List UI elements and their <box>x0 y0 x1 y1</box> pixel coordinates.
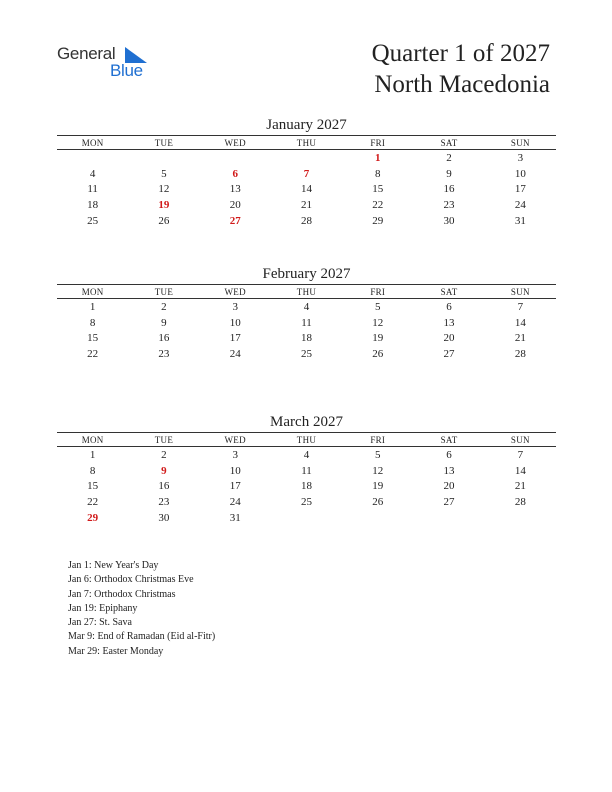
generalblue-logo <box>57 44 157 84</box>
weekday-header: SAT <box>413 285 484 299</box>
day-cell: 9 <box>446 167 452 180</box>
week-row <box>57 447 556 463</box>
day-cell: 21 <box>514 480 526 493</box>
day-cell: 26 <box>372 348 384 361</box>
day-cell: 24 <box>514 199 526 212</box>
day-cell: 26 <box>372 496 384 509</box>
day-cell: 22 <box>87 348 99 361</box>
holiday-entry: Jan 7: Orthodox Christmas <box>68 588 176 600</box>
day-cell: 2 <box>446 151 452 164</box>
day-cell: 15 <box>372 183 384 196</box>
day-cell: 18 <box>87 199 99 212</box>
weekday-header: WED <box>200 136 271 150</box>
weekday-header: MON <box>57 136 128 150</box>
weekday-header-row <box>57 285 556 299</box>
weekday-header: SUN <box>485 136 556 150</box>
week-row <box>57 213 556 229</box>
day-cell: 18 <box>300 480 312 493</box>
day-cell: 25 <box>87 215 99 228</box>
day-cell: 2 <box>161 448 167 461</box>
weekday-header-row <box>57 136 556 150</box>
week-row <box>57 299 556 315</box>
day-cell: 15 <box>87 480 99 493</box>
weekday-header: WED <box>200 285 271 299</box>
day-cell: 1 <box>89 300 96 313</box>
weekday-header: SUN <box>485 285 556 299</box>
day-cell: 29 <box>372 215 384 228</box>
day-cell: 10 <box>514 167 526 180</box>
day-cell: 15 <box>87 332 99 345</box>
day-cell: 30 <box>158 512 170 525</box>
day-cell: 11 <box>301 464 312 477</box>
week-row <box>57 166 556 182</box>
weekday-header: FRI <box>342 433 413 447</box>
day-cell: 27 <box>443 348 455 361</box>
week-row <box>57 315 556 331</box>
day-cell: 7 <box>517 300 524 313</box>
day-cell: 10 <box>229 464 241 477</box>
day-cell: 4 <box>89 167 96 180</box>
day-cell <box>271 150 342 166</box>
page-title <box>372 38 550 100</box>
day-cell <box>485 510 556 526</box>
weekday-header: TUE <box>128 136 199 150</box>
holiday-day-cell: 27 <box>229 215 241 228</box>
title-country: North Macedonia <box>374 71 550 98</box>
day-cell: 8 <box>89 316 96 329</box>
day-cell: 23 <box>158 496 170 509</box>
day-cell: 31 <box>514 215 526 228</box>
month-calendar-march <box>57 412 556 526</box>
day-cell: 17 <box>229 480 241 493</box>
weekday-header: TUE <box>128 433 199 447</box>
day-cell: 3 <box>232 448 238 461</box>
day-cell: 22 <box>87 496 99 509</box>
day-cell: 20 <box>229 199 241 212</box>
weekday-header: SUN <box>485 433 556 447</box>
calendar-grid <box>57 432 556 526</box>
weekday-header: MON <box>57 433 128 447</box>
title-quarter: Quarter 1 of 2027 <box>371 40 550 67</box>
day-cell: 14 <box>514 464 526 477</box>
day-cell: 9 <box>161 316 167 329</box>
weekday-header: FRI <box>342 285 413 299</box>
week-row <box>57 346 556 362</box>
day-cell: 5 <box>375 448 381 461</box>
day-cell: 5 <box>161 167 167 180</box>
holiday-day-cell: 1 <box>375 151 381 164</box>
day-cell: 18 <box>300 332 312 345</box>
day-cell: 31 <box>229 512 241 525</box>
holiday-entry: Mar 9: End of Ramadan (Eid al-Fitr) <box>68 631 216 643</box>
weekday-header-row <box>57 433 556 447</box>
weekday-header: FRI <box>342 136 413 150</box>
day-cell: 1 <box>89 448 96 461</box>
weekday-header: SAT <box>413 136 484 150</box>
logo-text-general: General <box>57 44 116 63</box>
holiday-day-cell: 7 <box>303 167 310 180</box>
day-cell: 21 <box>300 199 312 212</box>
holiday-entry: Jan 1: New Year's Day <box>68 560 159 571</box>
day-cell: 11 <box>301 316 312 329</box>
holiday-entry: Jan 19: Epiphany <box>68 602 138 614</box>
day-cell <box>413 510 484 526</box>
day-cell: 19 <box>372 332 384 345</box>
day-cell: 14 <box>514 316 526 329</box>
day-cell: 4 <box>303 448 310 461</box>
day-cell: 12 <box>372 316 384 329</box>
day-cell: 8 <box>375 167 381 180</box>
day-cell: 12 <box>158 183 170 196</box>
holiday-list <box>68 559 215 659</box>
weekday-header: MON <box>57 285 128 299</box>
month-title: February 2027 <box>262 266 351 282</box>
day-cell: 13 <box>229 183 241 196</box>
weekday-header: THU <box>271 136 342 150</box>
day-cell: 3 <box>232 300 238 313</box>
day-cell: 24 <box>229 348 241 361</box>
day-cell: 7 <box>517 448 524 461</box>
day-cell <box>342 510 413 526</box>
day-cell: 28 <box>300 215 312 228</box>
week-row <box>57 150 556 166</box>
day-cell: 6 <box>446 300 452 313</box>
calendar-grid <box>57 135 556 229</box>
week-row <box>57 331 556 347</box>
day-cell <box>128 150 199 166</box>
day-cell: 14 <box>300 183 312 196</box>
day-cell: 21 <box>514 332 526 345</box>
day-cell: 28 <box>514 496 526 509</box>
day-cell: 26 <box>158 215 170 228</box>
holiday-day-cell: 29 <box>87 512 99 525</box>
day-cell: 11 <box>87 183 98 196</box>
day-cell: 24 <box>229 496 241 509</box>
holiday-day-cell: 9 <box>161 464 167 477</box>
day-cell: 22 <box>372 199 384 212</box>
day-cell: 28 <box>514 348 526 361</box>
day-cell <box>57 150 128 166</box>
month-calendar-february <box>57 264 556 362</box>
weekday-header: SAT <box>413 433 484 447</box>
weekday-header: TUE <box>128 285 199 299</box>
day-cell: 13 <box>443 464 455 477</box>
day-cell: 13 <box>443 316 455 329</box>
calendar-grid <box>57 284 556 362</box>
day-cell: 25 <box>300 348 312 361</box>
weekday-header: THU <box>271 433 342 447</box>
week-row <box>57 479 556 495</box>
week-row <box>57 510 556 526</box>
month-title: March 2027 <box>270 414 343 430</box>
day-cell: 2 <box>161 300 167 313</box>
logo-text-blue: Blue <box>110 61 143 80</box>
day-cell: 8 <box>89 464 96 477</box>
day-cell: 17 <box>514 183 526 196</box>
day-cell: 16 <box>443 183 455 196</box>
holiday-entry: Jan 6: Orthodox Christmas Eve <box>68 574 194 586</box>
day-cell: 16 <box>158 480 170 493</box>
day-cell: 5 <box>375 300 381 313</box>
day-cell: 30 <box>443 215 455 228</box>
day-cell: 6 <box>446 448 452 461</box>
week-row <box>57 463 556 479</box>
holiday-day-cell: 19 <box>158 199 170 212</box>
month-calendar-january <box>57 115 556 229</box>
week-row <box>57 182 556 198</box>
day-cell: 17 <box>229 332 241 345</box>
day-cell: 27 <box>443 496 455 509</box>
weekday-header: THU <box>271 285 342 299</box>
day-cell: 20 <box>443 480 455 493</box>
day-cell: 10 <box>229 316 241 329</box>
day-cell: 4 <box>303 300 310 313</box>
day-cell <box>271 510 342 526</box>
day-cell: 19 <box>372 480 384 493</box>
holiday-entry: Mar 29: Easter Monday <box>68 645 164 657</box>
day-cell: 16 <box>158 332 170 345</box>
day-cell <box>200 150 271 166</box>
day-cell: 20 <box>443 332 455 345</box>
weekday-header: WED <box>200 433 271 447</box>
day-cell: 23 <box>443 199 455 212</box>
day-cell: 25 <box>300 496 312 509</box>
holiday-entry: Jan 27: St. Sava <box>68 617 132 629</box>
day-cell: 12 <box>372 464 384 477</box>
week-row <box>57 197 556 213</box>
week-row <box>57 494 556 510</box>
day-cell: 23 <box>158 348 170 361</box>
holiday-day-cell: 6 <box>232 167 238 180</box>
day-cell: 3 <box>517 151 524 164</box>
month-title: January 2027 <box>266 117 347 133</box>
